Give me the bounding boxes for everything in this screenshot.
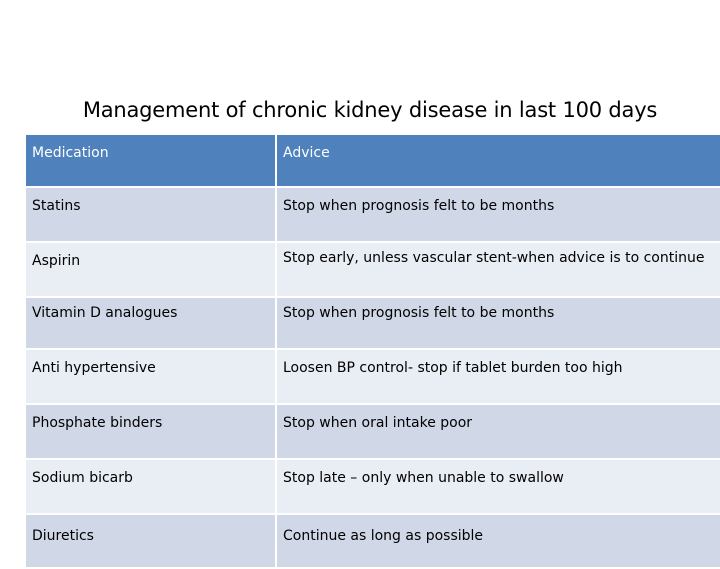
table-row	[25, 404, 720, 459]
medication-cell: Diuretics	[25, 514, 276, 568]
advice-cell: Stop when prognosis felt to be months	[276, 187, 720, 242]
medication-table	[24, 133, 720, 569]
advice-cell: Stop when oral intake poor	[276, 404, 720, 459]
table-row	[25, 187, 720, 242]
table-row	[25, 297, 720, 349]
medication-cell: Phosphate binders	[25, 404, 276, 459]
table-row	[25, 514, 720, 568]
medication-cell: Vitamin D analogues	[25, 297, 276, 349]
medication-cell: Sodium bicarb	[25, 459, 276, 514]
table-header-row	[25, 134, 720, 187]
table-row	[25, 349, 720, 404]
medication-cell: Aspirin	[25, 242, 276, 297]
header-advice: Advice	[276, 134, 720, 187]
advice-cell: Continue as long as possible	[276, 514, 720, 568]
header-medication: Medication	[25, 134, 276, 187]
advice-cell: Stop late – only when unable to swallow	[276, 459, 720, 514]
advice-cell: Stop early, unless vascular stent-when advice is to continue	[276, 242, 720, 297]
medication-cell: Statins	[25, 187, 276, 242]
advice-cell: Stop when prognosis felt to be months	[276, 297, 720, 349]
table-row	[25, 242, 720, 297]
medication-cell: Anti hypertensive	[25, 349, 276, 404]
advice-cell: Loosen BP control- stop if tablet burden too high	[276, 349, 720, 404]
table-row	[25, 459, 720, 514]
page-title: Management of chronic kidney disease in last 100 days	[82, 98, 658, 122]
